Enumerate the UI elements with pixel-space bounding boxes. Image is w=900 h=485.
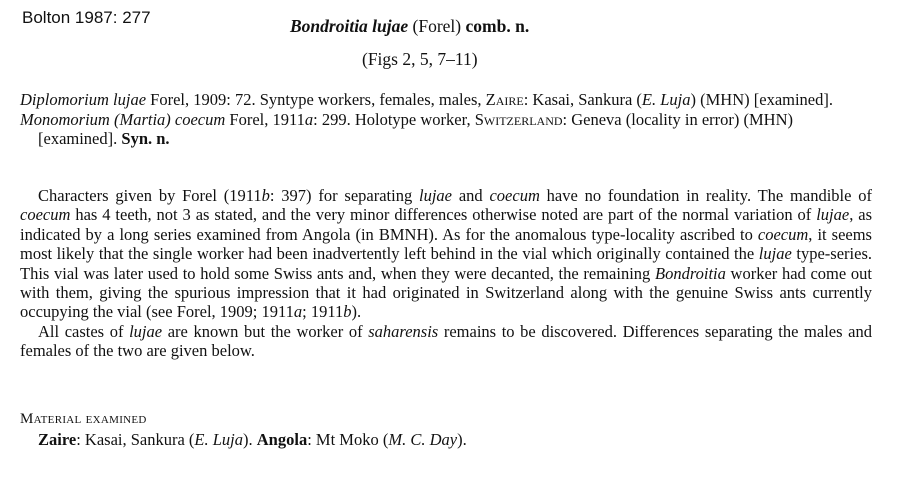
citation: Bolton 1987: 277	[22, 8, 151, 27]
collector: M. C. Day	[388, 430, 458, 449]
taxon-name: Bondroitia lujae	[290, 16, 409, 36]
discussion-text	[20, 186, 872, 361]
collector: E. Luja	[194, 430, 244, 449]
country: Switzerland	[474, 109, 563, 129]
country: Zaire	[485, 90, 524, 109]
synonymy-list	[20, 90, 870, 149]
paragraph: Characters given by Forel (1911b: 397) for separating lujae and coecum have no foundation in reality. The mandible of coecum has 4 teeth, not 3 as stated, and the very minor differences otherwise noted are part of the normal variation of lujae, as indicated by a long series examined from Angola (in BMNH). As for the anomalous type-locality ascribed to coecum, it seems most likely that the single worker had been inadvertently left behind in the vial which originally contained the lujae type-series. This vial was later used to hold some Swiss ants and, when they were decanted, the remaining Bondroitia worker had come out with them, giving the spurious impression that it had originated in Switzerland along with the genuine Swiss ants currently occupying the vial (see Forel, 1909; 1911a; 1911b).	[20, 186, 872, 322]
synonymy-entry: Monomorium (Martia) coecum Forel, 1911a: 299. Holotype worker, Switzerland: Geneva (locality in error) (MHN) [examined]. Syn. n.	[20, 109, 793, 148]
species-heading	[290, 16, 529, 37]
country: Zaire	[38, 430, 77, 449]
paragraph: All castes of lujae are known but the worker of saharensis remains to be discovered. Differences separating the males and females of the two are given below.	[20, 321, 872, 361]
synonymy-entry: Diplomorium lujae Forel, 1909: 72. Syntype workers, females, males, Zaire: Kasai, Sankura (E. Luja) (MHN) [examined].	[20, 90, 834, 109]
taxon-author: (Forel)	[412, 16, 462, 36]
synonym-name: Monomorium (Martia) coecum	[20, 109, 226, 129]
synonym-status: Syn. n.	[121, 129, 170, 148]
figure-reference: (Figs 2, 5, 7–11)	[362, 49, 478, 69]
collector: E. Luja	[641, 90, 691, 109]
taxon-status: comb. n.	[465, 16, 530, 36]
material-list: Zaire: Kasai, Sankura (E. Luja). Angola: Mt Moko (M. C. Day).	[38, 430, 467, 449]
synonym-name: Diplomorium lujae	[20, 90, 147, 109]
material-heading: Material examined	[20, 411, 147, 427]
country: Angola	[256, 430, 308, 449]
